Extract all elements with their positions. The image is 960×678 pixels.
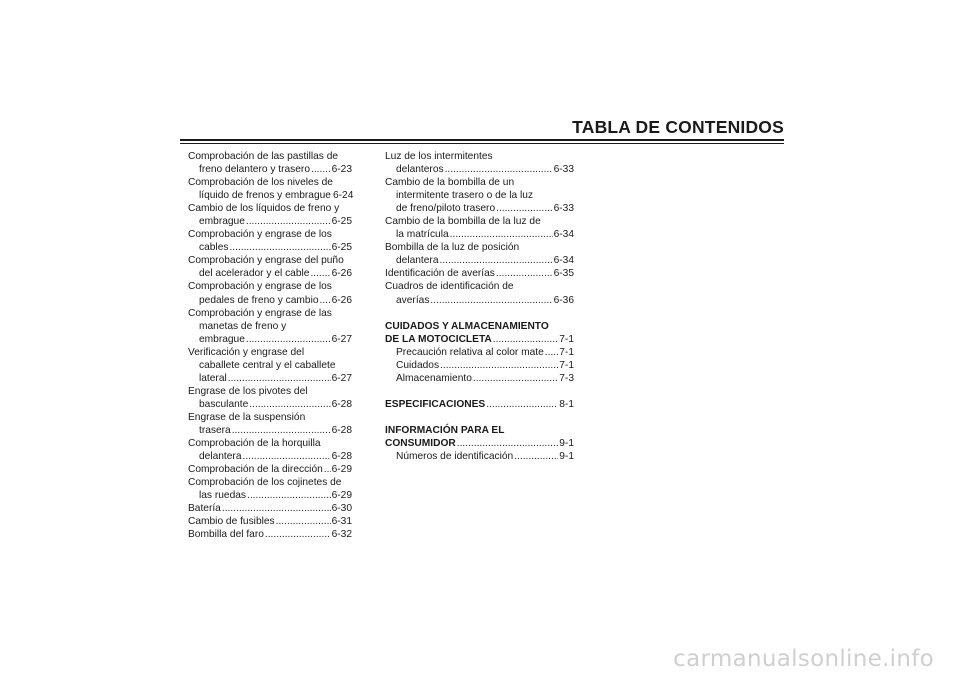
- section-heading-line[interactable]: [385, 320, 574, 333]
- dot-leader: [545, 346, 558, 359]
- toc-entry-text: Comprobación y engrase de las: [188, 307, 332, 319]
- dot-leader: [310, 267, 330, 280]
- toc-entry-text: basculante: [199, 398, 249, 410]
- toc-entry-text: Bombilla del faro: [188, 529, 264, 541]
- section-heading-text: CONSUMIDOR: [385, 438, 456, 450]
- toc-entry-line: [188, 267, 352, 280]
- toc-entry-text: Precaución relativa al color mate: [396, 346, 544, 358]
- dot-leader: [247, 489, 331, 502]
- toc-entry-line: [385, 189, 574, 202]
- dot-leader: [457, 437, 559, 450]
- toc-entry-line: [188, 489, 352, 502]
- toc-entry-text: las ruedas: [199, 490, 247, 502]
- dot-leader: [246, 215, 331, 228]
- dot-leader: [242, 450, 330, 463]
- toc-entry-line: [188, 307, 352, 320]
- toc-column-left: [188, 150, 352, 541]
- toc-entry-text: lateral: [199, 372, 227, 384]
- dot-leader: [265, 528, 331, 541]
- toc-entry-text: del acelerador y el cable: [199, 268, 310, 280]
- toc-entry-text: Engrase de los pivotes del: [188, 385, 308, 397]
- dot-leader: [430, 294, 552, 307]
- page-number: 6-34: [553, 255, 574, 267]
- toc-entry-text: cables: [199, 242, 229, 254]
- toc-entry-text: caballete central y el caballete: [199, 359, 336, 371]
- page-number: 6-28: [331, 398, 352, 410]
- toc-entry-line: [188, 515, 352, 528]
- page-number: 6-27: [331, 372, 352, 384]
- toc-entry-text: Cambio de la bombilla de un: [385, 177, 515, 189]
- toc-entry-text: pedales de freno y cambio: [199, 294, 319, 306]
- dot-leader: [493, 333, 558, 346]
- toc-entry-text: de freno/piloto trasero: [396, 203, 496, 215]
- toc-entry-text: Números de identificación: [396, 451, 514, 463]
- page-number: 8-1: [559, 398, 574, 410]
- toc-entry-line: [385, 150, 574, 163]
- toc-entry-line: [188, 528, 352, 541]
- toc-entry[interactable]: [188, 528, 352, 541]
- dot-leader: [514, 450, 558, 463]
- toc-entry-text: Identificación de averías: [385, 268, 495, 280]
- toc-entry[interactable]: [385, 346, 574, 359]
- page-number: 9-1: [559, 438, 574, 450]
- toc-entry-line: [188, 241, 352, 254]
- toc-entry-line: [188, 294, 352, 307]
- toc-entry-line: [385, 176, 574, 189]
- page-number: 6-33: [553, 203, 574, 215]
- toc-entry-text: Luz de los intermitentes: [385, 151, 493, 162]
- page-number: 6-36: [553, 294, 574, 306]
- toc-entry-text: Engrase de la suspensión: [188, 411, 306, 423]
- page-number: 6-28: [331, 424, 352, 436]
- section-heading-line[interactable]: [385, 398, 574, 411]
- toc-entry-text: averías: [396, 294, 430, 306]
- dot-leader: [440, 359, 558, 372]
- toc-entry-text: Comprobación de los cojinetes de: [188, 477, 342, 489]
- dot-leader: [324, 463, 331, 476]
- toc-entry-line: [188, 437, 352, 450]
- section-heading-line[interactable]: [385, 424, 574, 437]
- toc-entry-line: [188, 228, 352, 241]
- dot-leader: [276, 515, 331, 528]
- toc-entry-text: Bombilla de la luz de posición: [385, 242, 520, 254]
- toc-entry[interactable]: [385, 267, 574, 280]
- page-number: 7-1: [559, 359, 574, 371]
- toc-entry[interactable]: [188, 463, 352, 476]
- toc-entry-text: Comprobación de la horquilla: [188, 438, 321, 450]
- page-number: 7-1: [559, 333, 574, 345]
- title-rule-thick: [180, 139, 784, 141]
- toc-entry-line: [188, 450, 352, 463]
- toc-entry-text: Almacenamiento: [396, 372, 472, 384]
- toc-entry-text: la matrícula: [396, 229, 449, 241]
- toc-entry-text: Batería: [188, 503, 221, 515]
- toc-entry-text: Comprobación de los niveles de: [188, 177, 333, 189]
- toc-entry-line: [385, 202, 574, 215]
- toc-entry-line: [188, 359, 352, 372]
- toc-entry-line: [188, 176, 352, 189]
- dot-leader: [249, 398, 330, 411]
- toc-entry[interactable]: [188, 307, 352, 346]
- page-number: 6-27: [331, 333, 352, 345]
- toc-entry[interactable]: [385, 359, 574, 372]
- page-number: 6-26: [331, 268, 352, 280]
- dot-leader: [222, 502, 331, 515]
- toc-entry-line: [188, 424, 352, 437]
- page-number: 6-24: [332, 190, 354, 202]
- toc-entry-text: freno delantero y trasero: [199, 164, 310, 176]
- toc-entry[interactable]: [385, 150, 574, 176]
- toc-entry-text: embrague: [199, 216, 245, 228]
- dot-leader: [473, 372, 558, 385]
- toc-entry-line: [188, 280, 352, 293]
- toc-entry[interactable]: [188, 346, 352, 385]
- toc-entry[interactable]: [188, 385, 352, 411]
- toc-entry-text: Cambio de fusibles: [188, 516, 275, 528]
- toc-entry-line: [385, 254, 574, 267]
- toc-entry-line: [188, 385, 352, 398]
- toc-entry[interactable]: [188, 476, 352, 502]
- toc-entry-text: trasera: [199, 424, 231, 436]
- toc-entry-line: [385, 241, 574, 254]
- page-number: 9-1: [559, 451, 574, 463]
- page-number: 7-1: [559, 346, 574, 358]
- toc-entry-line: [188, 502, 352, 515]
- toc-entry[interactable]: [385, 241, 574, 267]
- section-heading-text: INFORMACIÓN PARA EL: [385, 424, 505, 436]
- toc-entry-line: [385, 267, 574, 280]
- toc-entry-text: Verificación y engrase del: [188, 346, 305, 358]
- section-heading-line[interactable]: [385, 333, 574, 346]
- toc-entry-text: manetas de freno y: [199, 320, 287, 332]
- toc-entry[interactable]: [188, 280, 352, 306]
- toc-entry-line: [188, 476, 352, 489]
- toc-entry-text: intermitente trasero o de la luz: [396, 190, 534, 202]
- section-heading-text: DE LA MOTOCICLETA: [385, 333, 492, 345]
- toc-entry[interactable]: [385, 215, 574, 241]
- toc-entry-line: [188, 163, 352, 176]
- toc-column-right: [385, 150, 574, 463]
- page-number: 6-25: [331, 242, 352, 254]
- toc-entry-line: [188, 333, 352, 346]
- dot-leader: [486, 398, 558, 411]
- dot-leader: [445, 163, 553, 176]
- toc-entry[interactable]: [188, 515, 352, 528]
- toc-entry-text: delanteros: [396, 164, 444, 176]
- toc-entry-text: Cuadros de identificación de: [385, 281, 514, 293]
- title-rule-thin: [180, 143, 784, 144]
- toc-section: [385, 424, 574, 463]
- toc-entry-text: delantera: [199, 451, 242, 463]
- toc-entry-line: [385, 280, 574, 293]
- dot-leader: [496, 267, 553, 280]
- toc-entry[interactable]: [188, 254, 352, 280]
- toc-entry-text: Comprobación de la dirección: [188, 464, 323, 476]
- page-number: 7-3: [559, 372, 574, 384]
- toc-entry-text: Comprobación y engrase del puño: [188, 255, 344, 267]
- dot-leader: [439, 254, 552, 267]
- toc-entry-line: [385, 215, 574, 228]
- page-title: TABLA DE CONTENIDOS: [572, 117, 784, 137]
- toc-entry[interactable]: [188, 228, 352, 254]
- dot-leader: [311, 163, 331, 176]
- dot-leader: [320, 294, 331, 307]
- toc-section: [385, 320, 574, 385]
- toc-entry[interactable]: [188, 176, 352, 202]
- toc-entry-line: [188, 202, 352, 215]
- dot-leader: [232, 424, 331, 437]
- dot-leader: [229, 241, 330, 254]
- toc-entry[interactable]: [188, 150, 352, 176]
- toc-entry[interactable]: [385, 176, 574, 215]
- page-number: 6-23: [331, 164, 352, 176]
- toc-entry-text: líquido de frenos y embrague: [199, 190, 331, 202]
- dot-leader: [496, 202, 553, 215]
- toc-entry-line: [188, 346, 352, 359]
- toc-entry-line: [188, 215, 352, 228]
- toc-entry-text: Comprobación y engrase de los: [188, 281, 332, 293]
- toc-entry-line: [385, 294, 574, 307]
- toc-entry-text: Comprobación y engrase de los: [188, 229, 332, 241]
- page-number: 6-28: [331, 451, 352, 463]
- toc-entry[interactable]: [188, 502, 352, 515]
- toc-entry-text: embrague: [199, 333, 245, 345]
- toc-entry[interactable]: [188, 202, 352, 228]
- toc-entry-text: Cuidados: [396, 359, 440, 371]
- toc-entry-line: [188, 189, 352, 202]
- toc-entry-line: [188, 411, 352, 424]
- toc-entry[interactable]: [188, 411, 352, 437]
- page-number: 6-29: [331, 490, 352, 502]
- section-heading-text: ESPECIFICACIONES: [385, 398, 486, 410]
- page-number: 6-32: [331, 529, 352, 541]
- toc-entry-text: Cambio de los líquidos de freno y: [188, 203, 340, 215]
- toc-entry-line: [385, 228, 574, 241]
- toc-entry-line: [385, 163, 574, 176]
- page-number: 6-25: [331, 216, 352, 228]
- toc-entry-line: [188, 320, 352, 333]
- page-number: 6-29: [331, 464, 352, 476]
- page-number: 6-33: [553, 164, 574, 176]
- toc-entry[interactable]: [385, 450, 574, 463]
- watermark: carmanualsonline.info: [673, 646, 934, 672]
- section-heading-line[interactable]: [385, 437, 574, 450]
- toc-entry-text: Comprobación de las pastillas de: [188, 151, 339, 162]
- page-number: 6-34: [553, 229, 574, 241]
- page-number: 6-26: [331, 294, 352, 306]
- page-number: 6-30: [331, 503, 352, 515]
- toc-entry[interactable]: [385, 372, 574, 385]
- page-number: 6-35: [553, 268, 574, 280]
- toc-entry-text: Cambio de la bombilla de la luz de: [385, 216, 541, 228]
- toc-entry-line: [188, 254, 352, 267]
- page-number: 6-31: [331, 516, 352, 528]
- section-heading-text: CUIDADOS Y ALMACENAMIENTO: [385, 320, 549, 332]
- toc-entry-line: [188, 150, 352, 163]
- dot-leader: [450, 228, 553, 241]
- dot-leader: [228, 372, 331, 385]
- toc-section: [385, 398, 574, 411]
- toc-entry-line: [188, 398, 352, 411]
- toc-entry[interactable]: [385, 280, 574, 306]
- toc-entry[interactable]: [188, 437, 352, 463]
- dot-leader: [246, 333, 331, 346]
- toc-entry-line: [188, 463, 352, 476]
- toc-entry-line: [188, 372, 352, 385]
- toc-entry-text: delantera: [396, 255, 439, 267]
